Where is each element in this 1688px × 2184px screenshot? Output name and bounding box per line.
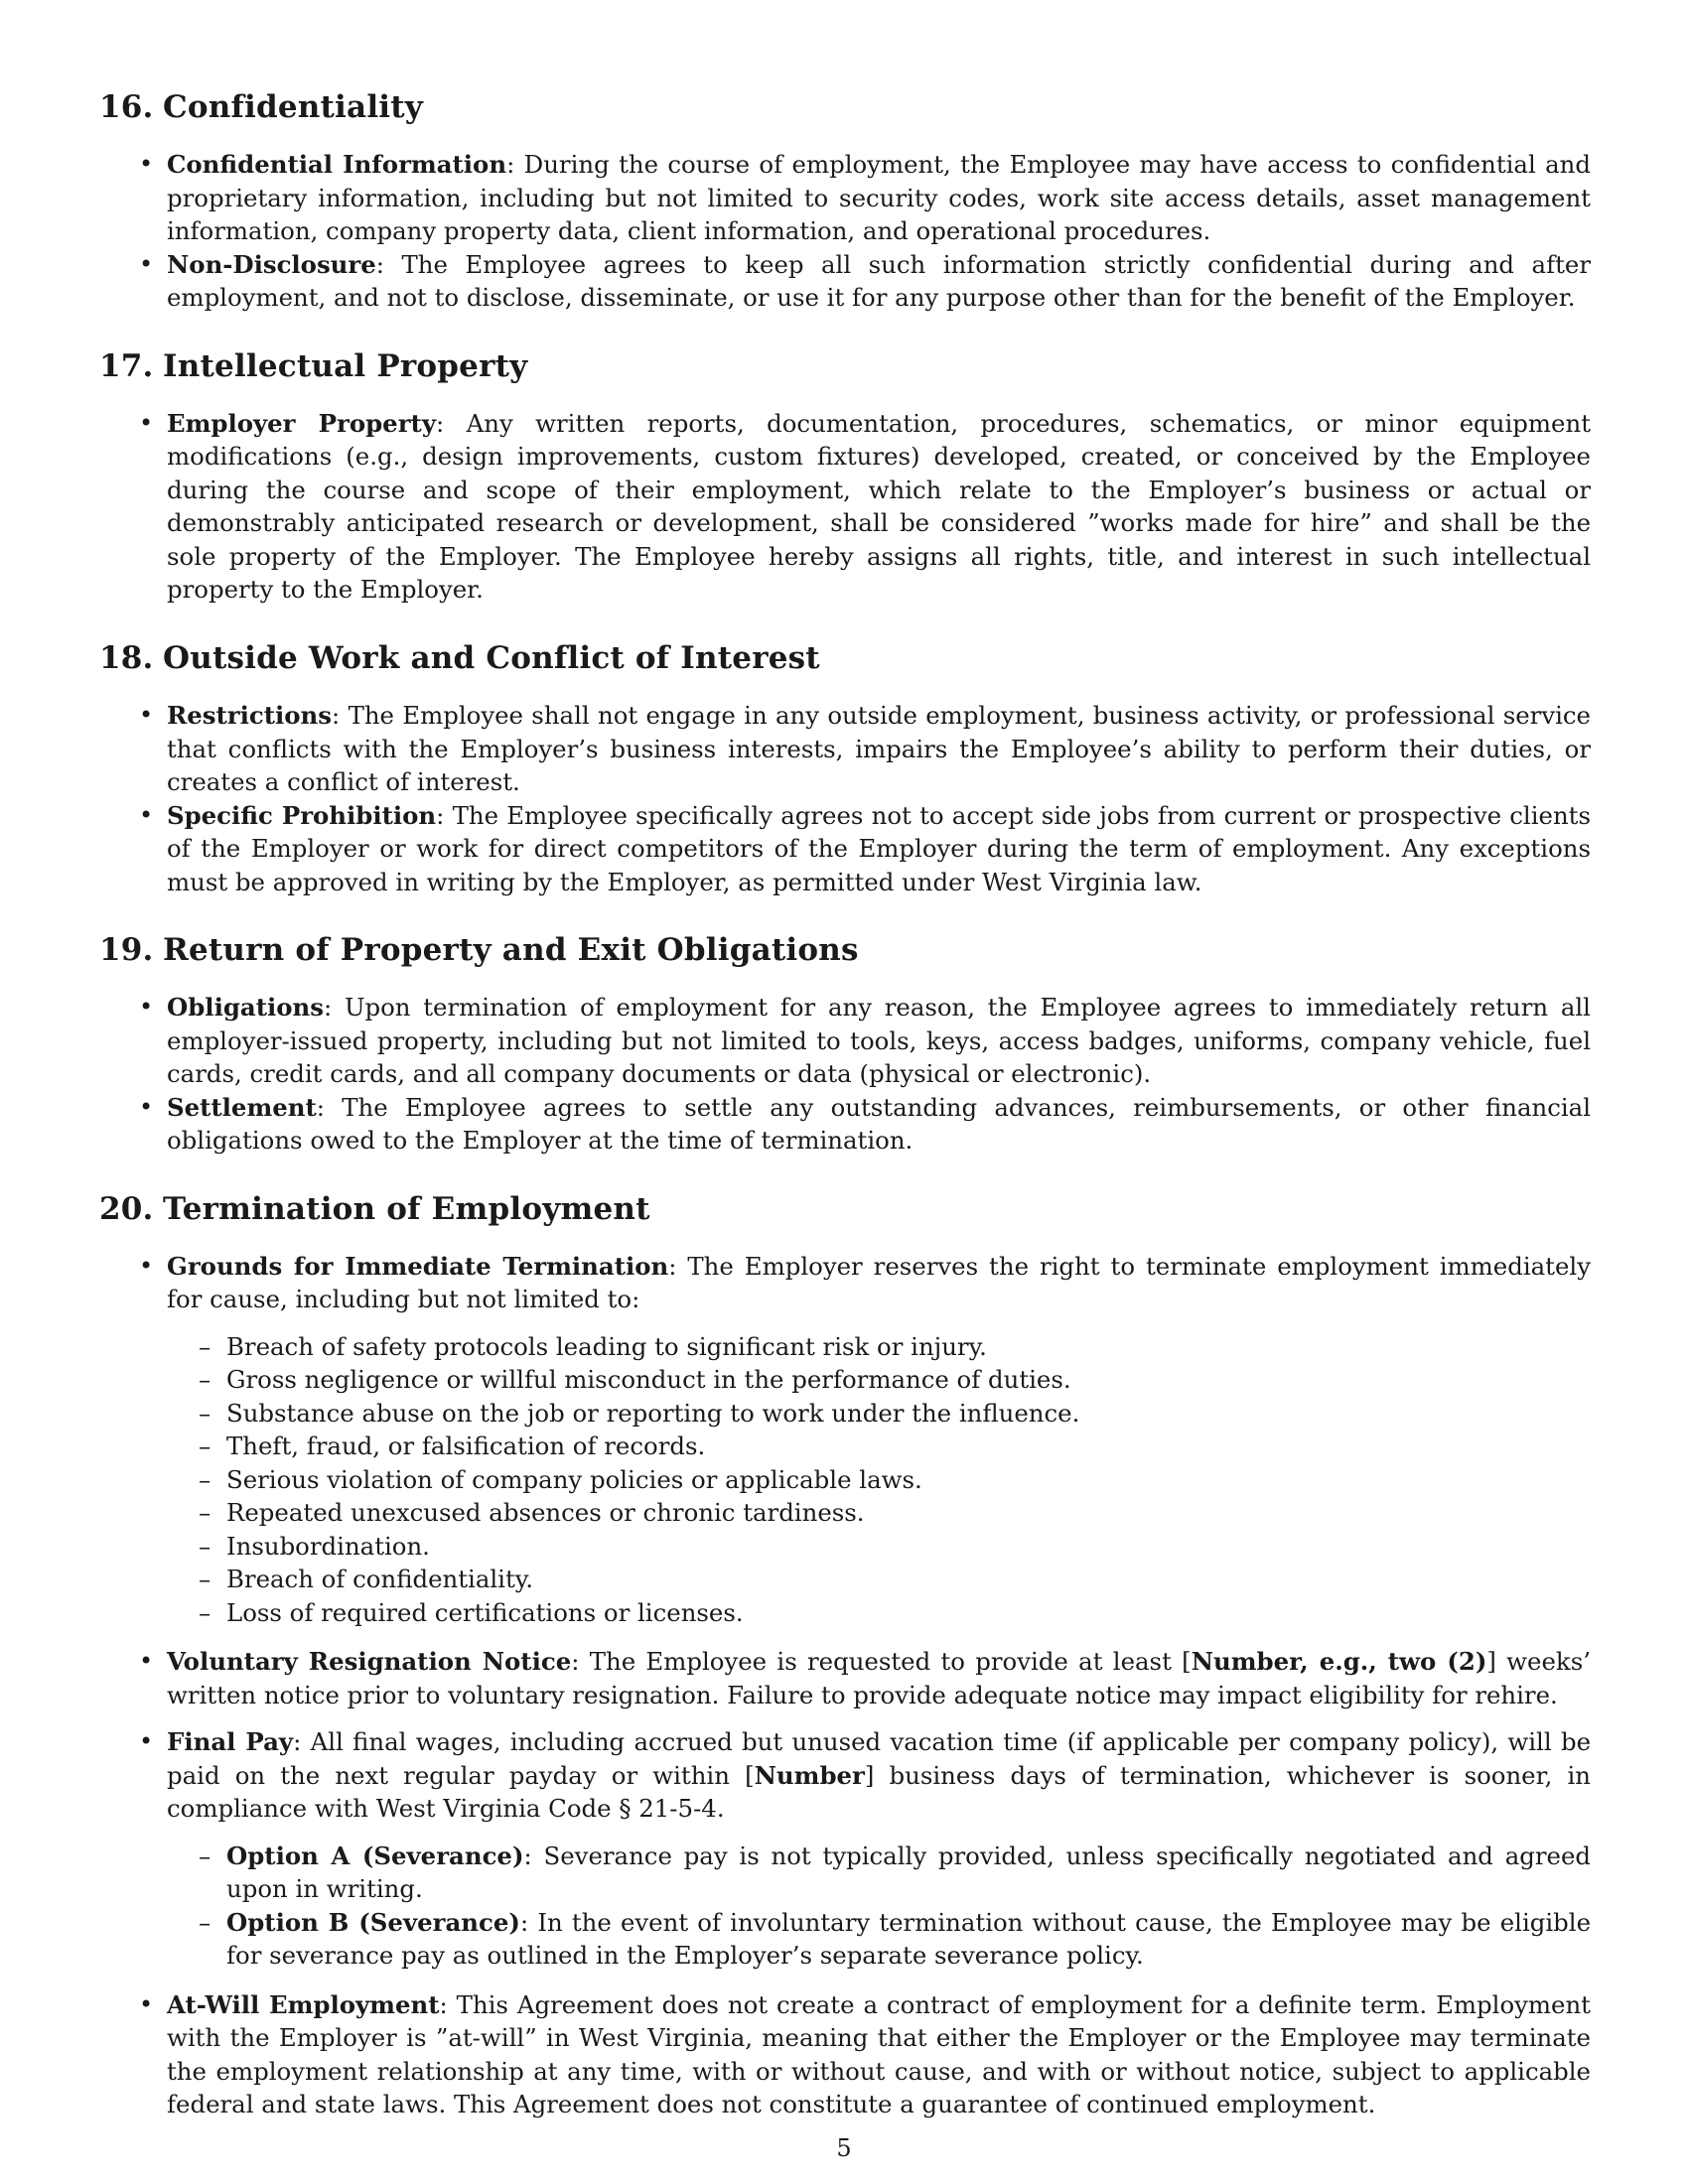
item-label: At-Will Employment [167,1989,440,2019]
item-label: Final Pay [167,1727,294,1757]
sub-list-item: – Substance abuse on the job or reporting to work under the influence. [167,1397,1591,1431]
page-number: 5 [836,2134,852,2162]
item-text: : Upon termination of employment for any reason, the Employee agrees to immediately return all employer-issued property, including but not limited to tools, keys, access badges, uniforms, company vehicle, fuel cards, credit cards, and all company documents or data (physical or electronic). [167,993,1591,1089]
list-item [99,248,1591,315]
item-label: Employer Property [167,408,436,438]
item-label: Obligations [167,993,324,1023]
list-item [99,407,1591,607]
grounds-list [167,1330,1591,1630]
sub-list-item: – Gross negligence or willful misconduct in the performance of duties. [167,1363,1591,1397]
sub-list-item: – Breach of safety protocols leading to significant risk or injury. [167,1330,1591,1364]
item-text: : This Agreement does not create a contract of employment for a definite term. Employment with the Employer is ”at-will” in West Virginia, meaning that either the Employer or the Employee may terminate the employment relationship at any time, with or without cause, and with or without notice, subject to applicable federal and state laws. This Agreement does not constitute a guarantee of continued employment. [167,1989,1591,2119]
placeholder-text: Number, e.g., two (2) [1191,1647,1487,1677]
list-item-resignation: • Voluntary Resignation Notice: The Employee is requested to provide at least [Number, e.g., two (2)] weeks’ written notice prior to voluntary resignation. Failure to provide adequate notice may impact eligibility for rehire. [99,1645,1591,1711]
item-label: Settlement [167,1092,317,1122]
placeholder-text: Number [754,1760,865,1790]
list-item-at-will [99,1988,1591,2121]
option-item: – Option B (Severance): In the event of involuntary termination without cause, the Employee may be eligible for severance pay as outlined in the Employer’s separate severance policy. [167,1906,1591,1973]
item-label: Restrictions [167,701,333,731]
section-intellectual-property [99,348,1591,607]
sub-list-item: – Breach of confidentiality. [167,1563,1591,1596]
section-heading: 18. Outside Work and Conflict of Interest [99,639,820,676]
item-text: : Any written reports, documentation, procedures, schematics, or minor equipment modifications (e.g., design improvements, custom fixtures) developed, created, or conceived by the Employee during the course and scope of their employment, which relate to the Employer’s business or actual or demonstrably anticipated research or development, shall be considered ”works made for hire” and shall be the sole property of the Employer. The Employee hereby assigns all rights, title, and interest in such intellectual property to the Employer. [167,408,1591,605]
item-label: Non-Disclosure [167,249,376,279]
section-termination [99,1191,1591,2121]
section-heading: 17. Intellectual Property [99,347,528,384]
sub-list-item: – Theft, fraud, or falsification of records. [167,1430,1591,1463]
bullet-list [99,407,1591,607]
item-label: Specific Prohibition [167,800,437,830]
item-text: : The Employee shall not engage in any outside employment, business activity, or professional service that conflicts with the Employer’s business interests, impairs the Employee’s ability to perform their duties, or creates a conflict of interest. [167,701,1591,797]
list-item [99,148,1591,248]
sub-list-item: – Serious violation of company policies or applicable laws. [167,1463,1591,1497]
list-item-final-pay: • Final Pay: All final wages, including accrued but unused vacation time (if applicable per company policy), will be paid on the next regular payday or within [Number] business days of termination, whichever is sooner, in compliance with West Virginia Code § 21-5-4. – Option A (Severance): Severance pay is not typically provided, unless specifically negotiated and agreed upon in writing. – Option B (Severance): In the event of involuntary termination without cause, the Employee may be eligible for severance pay as outlined in the Employer’s separate severance policy. [99,1725,1591,1973]
section-heading: 16. Confidentiality [99,89,424,125]
item-text: : The Employer reserves the right to terminate employment immediately for cause, including but not limited to: [167,1251,1591,1314]
option-item: – Option A (Severance): Severance pay is not typically provided, unless specifically negotiated and agreed upon in writing. [167,1840,1591,1906]
section-confidentiality [99,89,1591,315]
list-item [99,799,1591,899]
bullet-list [99,991,1591,1158]
document-body [99,89,1591,2155]
sub-list-item: – Insubordination. [167,1530,1591,1564]
section-heading: 20. Termination of Employment [99,1190,650,1227]
bullet-list [99,148,1591,315]
list-item [99,1091,1591,1158]
severance-options [167,1840,1591,1973]
bullet-list [99,1250,1591,2121]
item-label: Grounds for Immediate Termination [167,1251,669,1281]
item-text: : The Employee specifically agrees not to accept side jobs from current or prospective clients of the Employer or work for direct competitors of the Employer during the term of employment. Any exceptions must be approved in writing by the Employer, as permitted under West Virginia law. [167,800,1591,896]
item-label: Voluntary Resignation Notice [167,1647,572,1677]
list-item-grounds [99,1250,1591,1630]
list-item [99,991,1591,1091]
item-text: : During the course of employment, the Employee may have access to confidential and proprietary information, including but not limited to security codes, work site access details, asset management information, company property data, client information, and operational procedures. [167,150,1591,246]
item-label: Confidential Information [167,150,507,180]
item-text: : The Employee agrees to keep all such information strictly confidential during and after employment, and not to disclose, disseminate, or use it for any purpose other than for the benefit of the Employer. [167,249,1591,313]
section-return-of-property [99,932,1591,1158]
section-heading: 19. Return of Property and Exit Obligations [99,932,859,969]
sub-list-item: – Loss of required certifications or licenses. [167,1596,1591,1630]
item-text: : The Employee agrees to settle any outstanding advances, reimbursements, or other financial obligations owed to the Employer at the time of termination. [167,1092,1591,1156]
list-item [99,699,1591,799]
bullet-list [99,699,1591,898]
section-outside-work [99,640,1591,898]
sub-list-item: – Repeated unexcused absences or chronic tardiness. [167,1496,1591,1530]
